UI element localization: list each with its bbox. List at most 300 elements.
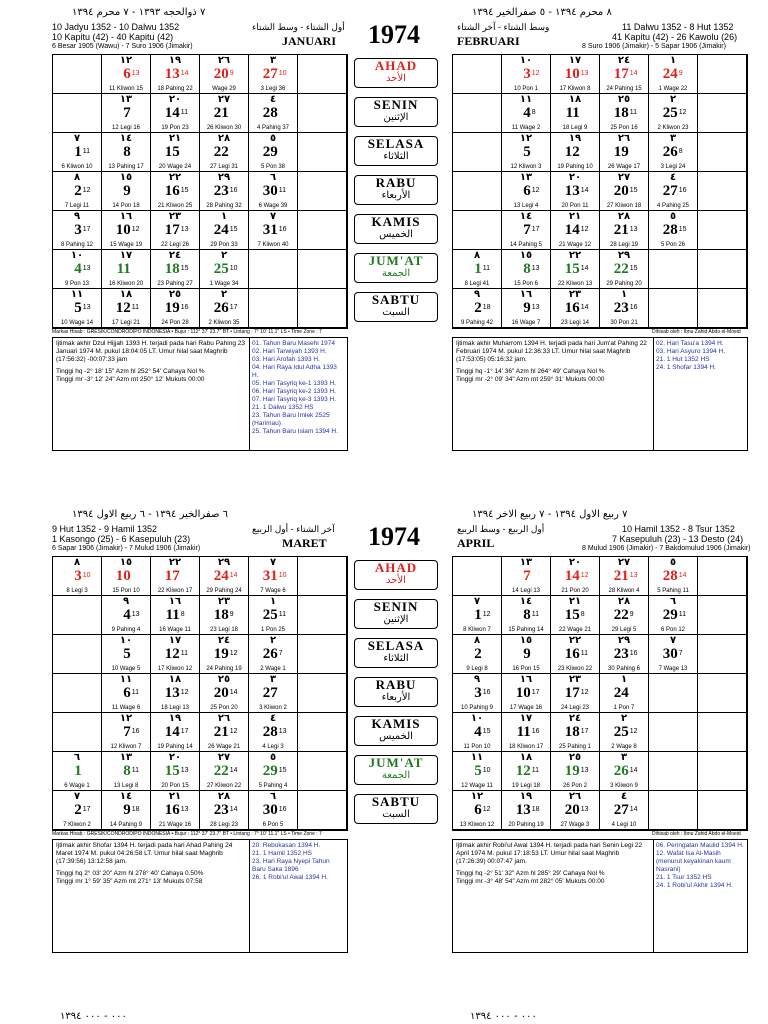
hijri-range-header: ٦ صفرالخير ١٣٩٤ - ٦ ربيع الاول ١٣٩٤ bbox=[72, 509, 229, 520]
calendar-cell[interactable] bbox=[53, 289, 102, 328]
jawa-number: 11 bbox=[82, 148, 91, 155]
gregorian-date: 29 bbox=[262, 763, 278, 779]
ijtimak-text bbox=[53, 840, 249, 888]
pasaran-label: 27 Wage 3 bbox=[560, 822, 590, 828]
javanese-line-3: 8 Mulud 1906 (Jimakir) - 7 Bakdomulud 1906 (Jimakir) bbox=[582, 545, 751, 552]
jawa-number: 11 bbox=[678, 611, 687, 618]
gregorian-date: 7 bbox=[123, 105, 131, 121]
holiday-item: 21. 1 Hamil 1352 HS bbox=[252, 850, 312, 857]
hijri-date: ١٥ bbox=[519, 250, 533, 261]
calendar-cell[interactable] bbox=[453, 596, 502, 635]
calendar-cell[interactable] bbox=[53, 250, 102, 289]
calendar-cell[interactable] bbox=[600, 133, 649, 172]
gregorian-date: 10 bbox=[564, 66, 580, 82]
calendar-cell[interactable] bbox=[102, 596, 151, 635]
calendar-cell[interactable] bbox=[551, 133, 600, 172]
calendar-cell[interactable] bbox=[102, 250, 151, 289]
jawa-number: 16 bbox=[531, 728, 540, 735]
calendar-cell[interactable] bbox=[600, 94, 649, 133]
pasaran-label: 9 Pon 13 bbox=[64, 281, 90, 287]
calendar-cell[interactable] bbox=[649, 635, 698, 674]
gregorian-date: 9 bbox=[523, 300, 531, 316]
calendar-cell[interactable] bbox=[249, 55, 298, 94]
hijri-date: ١٤ bbox=[119, 133, 133, 144]
calendar-cell[interactable] bbox=[102, 55, 151, 94]
calendar-cell[interactable] bbox=[600, 289, 649, 328]
calendar-cell[interactable] bbox=[698, 55, 747, 94]
month-name: FEBRUARI bbox=[457, 34, 520, 48]
calendar-cell[interactable] bbox=[502, 596, 551, 635]
calendar-cell[interactable] bbox=[249, 94, 298, 133]
calendar-cell[interactable] bbox=[249, 596, 298, 635]
calendar-cell[interactable] bbox=[200, 596, 249, 635]
hijri-date: ٥ bbox=[669, 211, 677, 222]
jawa-number: 15 bbox=[629, 187, 638, 194]
pasaran-label: 15 Pon 6 bbox=[513, 281, 539, 287]
footer-text: Dihisab oleh : Ibnu Zahid Abdo el-Moeid bbox=[652, 329, 741, 335]
pasaran-label: 23 Kliwon 22 bbox=[557, 666, 593, 672]
calendar-cell[interactable] bbox=[649, 674, 698, 713]
hijri-date: ١٢ bbox=[119, 55, 133, 66]
pasaran-label: 13 Kliwon 12 bbox=[459, 822, 495, 828]
calendar-cell[interactable] bbox=[502, 172, 551, 211]
calendar-cell[interactable] bbox=[600, 635, 649, 674]
calendar-cell[interactable] bbox=[551, 250, 600, 289]
calendar-cell[interactable] bbox=[698, 791, 747, 830]
jawa-number: 14 bbox=[229, 767, 238, 774]
calendar-cell[interactable] bbox=[453, 55, 502, 94]
calendar-cell[interactable] bbox=[502, 674, 551, 713]
pasaran-label: 29 Pon 33 bbox=[210, 242, 238, 248]
calendar-cell[interactable] bbox=[151, 289, 200, 328]
hijri-date: ١٧ bbox=[568, 55, 582, 66]
javanese-line-2: 41 Kapitu (42) - 26 Kawolu (26) bbox=[612, 32, 738, 42]
calendar-cell[interactable] bbox=[600, 55, 649, 94]
calendar-cell[interactable] bbox=[298, 557, 347, 596]
calendar-cell[interactable] bbox=[600, 596, 649, 635]
jawa-number: 12 bbox=[229, 650, 238, 657]
calendar-cell[interactable] bbox=[551, 289, 600, 328]
calendar-cell[interactable] bbox=[249, 289, 298, 328]
calendar-cell[interactable] bbox=[698, 289, 747, 328]
calendar-cell[interactable] bbox=[551, 713, 600, 752]
calendar-cell[interactable] bbox=[649, 250, 698, 289]
pasaran-label: 26 Kliwon 30 bbox=[206, 125, 242, 131]
jawa-number: 13 bbox=[580, 767, 589, 774]
jawa-number: 12 bbox=[580, 572, 589, 579]
ijtimak-info-box bbox=[452, 337, 748, 451]
calendar-cell[interactable] bbox=[102, 94, 151, 133]
calendar-cell[interactable] bbox=[649, 94, 698, 133]
gregorian-date: 28 bbox=[262, 105, 278, 121]
calendar-cell[interactable] bbox=[551, 557, 600, 596]
calendar-cell[interactable] bbox=[698, 211, 747, 250]
calendar-cell[interactable] bbox=[249, 172, 298, 211]
calendar-cell[interactable] bbox=[200, 289, 249, 328]
calendar-cell[interactable] bbox=[649, 596, 698, 635]
calendar-cell[interactable] bbox=[649, 791, 698, 830]
calendar-cell[interactable] bbox=[502, 55, 551, 94]
calendar-cell[interactable] bbox=[200, 635, 249, 674]
day-latin: KAMIS bbox=[371, 716, 421, 731]
calendar-cell[interactable] bbox=[698, 172, 747, 211]
calendar-cell[interactable] bbox=[698, 752, 747, 791]
calendar-cell[interactable] bbox=[200, 752, 249, 791]
calendar-cell[interactable] bbox=[453, 289, 502, 328]
calendar-cell[interactable] bbox=[502, 94, 551, 133]
pasaran-label: 7 Wage 6 bbox=[260, 588, 286, 594]
calendar-cell[interactable] bbox=[298, 250, 347, 289]
calendar-cell[interactable] bbox=[200, 674, 249, 713]
ijtimak-line: Tinggi hq -2° 18' 15" Azm hl 252° 54' Cahaya Nol % bbox=[56, 368, 205, 375]
calendar-cell[interactable] bbox=[600, 172, 649, 211]
calendar-cell[interactable] bbox=[698, 94, 747, 133]
calendar-cell[interactable] bbox=[502, 791, 551, 830]
calendar-cell[interactable] bbox=[649, 713, 698, 752]
calendar-cell[interactable] bbox=[298, 211, 347, 250]
calendar-cell[interactable] bbox=[298, 172, 347, 211]
calendar-cell[interactable] bbox=[151, 596, 200, 635]
gregorian-date: 12 bbox=[515, 763, 531, 779]
day-latin: JUM'AT bbox=[368, 253, 424, 268]
calendar-cell[interactable] bbox=[453, 752, 502, 791]
calendar-cell[interactable] bbox=[249, 211, 298, 250]
jawa-number: 12 bbox=[180, 689, 189, 696]
jawa-number: 11 bbox=[180, 109, 189, 116]
calendar-cell[interactable] bbox=[551, 752, 600, 791]
calendar-cell[interactable] bbox=[53, 674, 102, 713]
calendar-cell[interactable] bbox=[298, 94, 347, 133]
calendar-cell[interactable] bbox=[53, 791, 102, 830]
calendar-cell[interactable] bbox=[453, 211, 502, 250]
gregorian-date: 31 bbox=[262, 222, 278, 238]
calendar-cell[interactable] bbox=[53, 94, 102, 133]
calendar-cell[interactable] bbox=[249, 752, 298, 791]
jawa-number: 15 bbox=[482, 728, 491, 735]
hijri-date: ١٤ bbox=[519, 211, 533, 222]
calendar-cell[interactable] bbox=[298, 791, 347, 830]
gregorian-date: 2 bbox=[474, 646, 482, 662]
hijri-date: ٢٦ bbox=[217, 713, 231, 724]
month-grid bbox=[452, 556, 748, 831]
jawa-number: 11 bbox=[131, 767, 140, 774]
calendar-cell[interactable] bbox=[53, 55, 102, 94]
pasaran-label: 15 Pon 10 bbox=[112, 588, 140, 594]
calendar-cell[interactable] bbox=[551, 172, 600, 211]
calendar-cell[interactable] bbox=[200, 94, 249, 133]
calendar-cell[interactable] bbox=[200, 55, 249, 94]
hijri-date: ١٠ bbox=[519, 55, 533, 66]
hijri-range-header: ٧ ذوالحجه ١٣٩٣ - ٧ محرم ١٣٩٤ bbox=[72, 7, 206, 18]
calendar-cell[interactable] bbox=[502, 211, 551, 250]
hijri-date: ٢٥ bbox=[568, 752, 582, 763]
calendar-cell[interactable] bbox=[53, 635, 102, 674]
calendar-cell[interactable] bbox=[298, 289, 347, 328]
ijtimak-line: (17:53:05) 05:16:32 jam. bbox=[456, 356, 527, 363]
calendar-cell[interactable] bbox=[200, 211, 249, 250]
calendar-cell[interactable] bbox=[102, 133, 151, 172]
gregorian-date: 19 bbox=[613, 144, 629, 160]
calendar-cell[interactable] bbox=[453, 133, 502, 172]
calendar-cell[interactable] bbox=[53, 752, 102, 791]
calendar-cell[interactable] bbox=[102, 557, 151, 596]
calendar-cell[interactable] bbox=[698, 557, 747, 596]
hijri-date: ٢١ bbox=[568, 211, 582, 222]
calendar-cell[interactable] bbox=[151, 172, 200, 211]
calendar-cell[interactable] bbox=[151, 133, 200, 172]
calendar-cell[interactable] bbox=[600, 557, 649, 596]
hijri-date: ١٤ bbox=[519, 596, 533, 607]
calendar-cell[interactable] bbox=[102, 635, 151, 674]
calendar-cell[interactable] bbox=[151, 713, 200, 752]
calendar-cell[interactable] bbox=[649, 172, 698, 211]
gregorian-date: 17 bbox=[564, 685, 580, 701]
calendar-cell[interactable] bbox=[53, 211, 102, 250]
pasaran-label: 12 Legi 16 bbox=[111, 125, 141, 131]
calendar-cell[interactable] bbox=[551, 635, 600, 674]
hijri-date: ١٩ bbox=[519, 791, 533, 802]
calendar-cell[interactable] bbox=[698, 133, 747, 172]
gregorian-date: 26 bbox=[662, 144, 678, 160]
calendar-cell[interactable] bbox=[453, 557, 502, 596]
arabic-season: أول الشتاء - وسط الشتاء bbox=[252, 22, 345, 32]
calendar-cell[interactable] bbox=[600, 250, 649, 289]
jawa-number: 13 bbox=[131, 611, 140, 618]
calendar-cell[interactable] bbox=[502, 557, 551, 596]
calendar-cell[interactable] bbox=[151, 250, 200, 289]
gregorian-date: 20 bbox=[564, 802, 580, 818]
calendar-cell[interactable] bbox=[600, 211, 649, 250]
hijri-date: ١٢ bbox=[119, 713, 133, 724]
jawa-number: 12 bbox=[580, 226, 589, 233]
calendar-cell[interactable] bbox=[200, 133, 249, 172]
calendar-cell[interactable] bbox=[151, 635, 200, 674]
hijri-date: ٤ bbox=[620, 791, 628, 802]
jawa-number: 11 bbox=[131, 304, 140, 311]
calendar-cell[interactable] bbox=[698, 713, 747, 752]
calendar-cell[interactable] bbox=[53, 172, 102, 211]
calendar-cell[interactable] bbox=[298, 635, 347, 674]
pasaran-label: 7 Kliwon 40 bbox=[257, 242, 289, 248]
calendar-cell[interactable] bbox=[249, 713, 298, 752]
calendar-cell[interactable] bbox=[151, 211, 200, 250]
pasaran-label: 7 Kliwon 2 bbox=[63, 822, 91, 828]
gregorian-date: 10 bbox=[115, 222, 131, 238]
pasaran-label: 8 Legi 3 bbox=[66, 588, 88, 594]
pasaran-label: 14 Pahing 9 bbox=[109, 822, 143, 828]
calendar-cell[interactable] bbox=[151, 791, 200, 830]
calendar-cell[interactable] bbox=[151, 55, 200, 94]
calendar-cell[interactable] bbox=[200, 250, 249, 289]
ijtimak-info-box bbox=[52, 839, 348, 953]
day-label-ahad bbox=[354, 560, 438, 590]
calendar-cell[interactable] bbox=[249, 635, 298, 674]
calendar-cell[interactable] bbox=[502, 133, 551, 172]
gregorian-date: 6 bbox=[123, 66, 131, 82]
calendar-cell[interactable] bbox=[151, 752, 200, 791]
calendar-cell[interactable] bbox=[649, 752, 698, 791]
calendar-cell[interactable] bbox=[551, 55, 600, 94]
calendar-cell[interactable] bbox=[151, 557, 200, 596]
calendar-cell[interactable] bbox=[453, 94, 502, 133]
calendar-cell[interactable] bbox=[551, 596, 600, 635]
calendar-cell[interactable] bbox=[298, 713, 347, 752]
calendar-cell[interactable] bbox=[600, 791, 649, 830]
calendar-cell[interactable] bbox=[53, 133, 102, 172]
jawa-number: 11 bbox=[531, 767, 540, 774]
jawa-number: 11 bbox=[180, 650, 189, 657]
gregorian-date: 3 bbox=[523, 66, 531, 82]
pasaran-label: 22 Kliwon 17 bbox=[157, 588, 193, 594]
jawa-number: 9 bbox=[678, 70, 683, 77]
hijri-date: ١٣ bbox=[119, 752, 133, 763]
calendar-cell[interactable] bbox=[151, 94, 200, 133]
calendar-cell[interactable] bbox=[502, 713, 551, 752]
hijri-date: ٦ bbox=[669, 596, 677, 607]
calendar-cell[interactable] bbox=[502, 289, 551, 328]
calendar-cell[interactable] bbox=[151, 674, 200, 713]
pasaran-label: 11 Wage 6 bbox=[111, 705, 141, 711]
calendar-cell[interactable] bbox=[698, 596, 747, 635]
calendar-cell[interactable] bbox=[453, 791, 502, 830]
gregorian-date: 2 bbox=[74, 183, 82, 199]
pasaran-label: 8 Legi 41 bbox=[464, 281, 490, 287]
calendar-cell[interactable] bbox=[649, 55, 698, 94]
calendar-cell[interactable] bbox=[249, 250, 298, 289]
calendar-cell[interactable] bbox=[200, 791, 249, 830]
jawa-number: 16 bbox=[629, 304, 638, 311]
jawa-number: 15 bbox=[180, 187, 189, 194]
ijtimak-info-box bbox=[52, 337, 348, 451]
hijri-date: ٢٢ bbox=[568, 250, 582, 261]
calendar-cell[interactable] bbox=[102, 211, 151, 250]
jawa-number: 13 bbox=[82, 304, 91, 311]
calendar-cell[interactable] bbox=[502, 635, 551, 674]
jawa-number: 14 bbox=[229, 806, 238, 813]
calendar-cell[interactable] bbox=[102, 791, 151, 830]
hijri-date: ٢٤ bbox=[217, 635, 231, 646]
hijri-date: ٥ bbox=[269, 752, 277, 763]
calendar-cell[interactable] bbox=[698, 250, 747, 289]
calendar-cell[interactable] bbox=[53, 557, 102, 596]
calendar-cell[interactable] bbox=[453, 674, 502, 713]
hijri-date: ٣ bbox=[269, 55, 277, 66]
calendar-cell[interactable] bbox=[453, 172, 502, 211]
gregorian-date: 21 bbox=[613, 222, 629, 238]
calendar-cell[interactable] bbox=[53, 713, 102, 752]
hijri-date: ١ bbox=[620, 289, 628, 300]
day-latin: SELASA bbox=[367, 638, 425, 653]
jawa-number: 16 bbox=[629, 650, 638, 657]
holiday-list bbox=[653, 338, 747, 450]
year-title: 1974 bbox=[368, 20, 420, 49]
holiday-item: 07. Hari Tasyriq ke-3 1393 H. bbox=[252, 396, 337, 403]
hijri-date: ١٩ bbox=[568, 133, 582, 144]
calendar-cell[interactable] bbox=[249, 133, 298, 172]
calendar-cell[interactable] bbox=[698, 635, 747, 674]
jawa-number: 15 bbox=[678, 226, 687, 233]
calendar-cell[interactable] bbox=[649, 557, 698, 596]
calendar-cell[interactable] bbox=[551, 211, 600, 250]
calendar-cell[interactable] bbox=[698, 674, 747, 713]
calendar-cell[interactable] bbox=[649, 289, 698, 328]
day-label-sabtu bbox=[354, 292, 438, 322]
calendar-cell[interactable] bbox=[649, 211, 698, 250]
day-arabic: الأحد bbox=[386, 575, 406, 586]
calendar-cell[interactable] bbox=[453, 713, 502, 752]
jawa-number: 9 bbox=[229, 70, 234, 77]
hijri-date: ٢٨ bbox=[217, 791, 231, 802]
calendar-cell[interactable] bbox=[502, 250, 551, 289]
calendar-cell[interactable] bbox=[649, 133, 698, 172]
gregorian-date: 10 bbox=[115, 568, 131, 584]
calendar-cell[interactable] bbox=[600, 674, 649, 713]
calendar-cell[interactable] bbox=[298, 133, 347, 172]
calendar-cell[interactable] bbox=[200, 557, 249, 596]
calendar-cell[interactable] bbox=[102, 289, 151, 328]
calendar-cell[interactable] bbox=[298, 674, 347, 713]
javanese-line-1: 11 Dalwu 1352 - 8 Hut 1352 bbox=[622, 22, 734, 32]
holiday-item: 02. Hari Tasu'a 1394 H. bbox=[656, 340, 724, 347]
hijri-date: ٩ bbox=[73, 211, 81, 222]
gregorian-date: 21 bbox=[213, 724, 229, 740]
calendar-cell[interactable] bbox=[551, 94, 600, 133]
gregorian-date: 12 bbox=[564, 144, 580, 160]
calendar-cell[interactable] bbox=[249, 674, 298, 713]
jawa-number: 10 bbox=[82, 572, 91, 579]
pasaran-label: 13 Legi 8 bbox=[113, 783, 139, 789]
day-label-sabtu bbox=[354, 794, 438, 824]
calendar-cell[interactable] bbox=[600, 752, 649, 791]
ijtimak-line: Tinggi hq -1° 14' 36" Azm hl 264° 49' Cahaya Nol % bbox=[456, 368, 605, 375]
pasaran-label: 28 Kliwon 4 bbox=[608, 588, 640, 594]
calendar-cell[interactable] bbox=[298, 55, 347, 94]
pasaran-label: 25 Pon 16 bbox=[610, 125, 638, 131]
calendar-cell[interactable] bbox=[102, 172, 151, 211]
pasaran-label: 29 Pahing 24 bbox=[206, 588, 242, 594]
hijri-range-header: ٨ محرم ١٣٩٤ - ٥ صفرالخير ١٣٩٤ bbox=[472, 7, 612, 18]
ijtimak-line: Ijtimak akhir Dzul Hijjah 1393 H. terjadi pada hari Rabu Pahing 23 bbox=[56, 340, 245, 347]
calendar-cell[interactable] bbox=[249, 557, 298, 596]
calendar-cell[interactable] bbox=[600, 713, 649, 752]
calendar-cell[interactable] bbox=[102, 674, 151, 713]
calendar-cell[interactable] bbox=[249, 791, 298, 830]
calendar-cell[interactable] bbox=[200, 172, 249, 211]
jawa-number: 8 bbox=[678, 148, 683, 155]
jawa-number: 14 bbox=[580, 304, 589, 311]
ijtimak-line: April 1974 M. pukul 17:18:53 LT. Umur hilal saat Maghrib bbox=[456, 850, 620, 857]
calendar-cell[interactable] bbox=[298, 752, 347, 791]
pasaran-label: 25 Pahing 1 bbox=[558, 744, 592, 750]
calendar-cell[interactable] bbox=[551, 791, 600, 830]
day-label-senin bbox=[354, 599, 438, 629]
jawa-number: 17 bbox=[531, 689, 540, 696]
calendar-cell[interactable] bbox=[298, 596, 347, 635]
gregorian-date: 26 bbox=[213, 300, 229, 316]
calendar-cell[interactable] bbox=[502, 752, 551, 791]
calendar-cell[interactable] bbox=[53, 596, 102, 635]
calendar-cell[interactable] bbox=[551, 674, 600, 713]
calendar-cell[interactable] bbox=[102, 752, 151, 791]
hijri-date: ٧ bbox=[73, 791, 81, 802]
gregorian-date: 5 bbox=[474, 763, 482, 779]
pasaran-label: 9 Legi 8 bbox=[466, 666, 488, 672]
calendar-cell[interactable] bbox=[200, 713, 249, 752]
calendar-cell[interactable] bbox=[453, 635, 502, 674]
calendar-cell[interactable] bbox=[453, 250, 502, 289]
pasaran-label: 18 Pahing 22 bbox=[157, 86, 193, 92]
calendar-cell[interactable] bbox=[102, 713, 151, 752]
